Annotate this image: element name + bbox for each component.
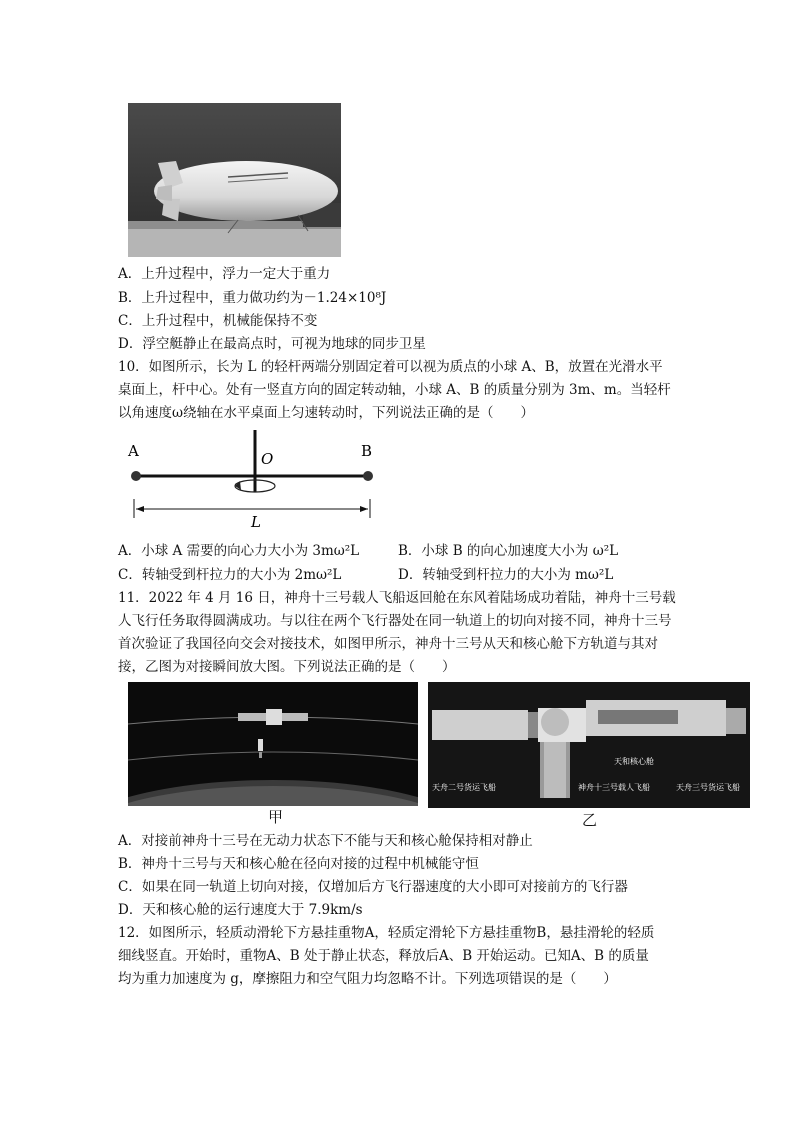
q10-option-b: B．小球 B 的向心加速度大小为 ω²L: [398, 543, 619, 559]
q11-option-b: B．神舟十三号与天和核心舱在径向对接的过程中机械能守恒: [118, 856, 479, 872]
q11-stem-line-1: 11．2022 年 4 月 16 日，神舟十三号载人飞船返回舱在东风着陆场成功着陆，神舟十三号载: [118, 590, 676, 606]
caption-yi: 乙: [582, 811, 598, 829]
q11-option-a: A．对接前神舟十三号在无动力状态下不能与天和核心舱保持相对静止: [118, 833, 533, 849]
ball-b: [363, 471, 373, 481]
label-o: O: [261, 450, 274, 468]
q12-stem-line-2: 细线竖直。开始时，重物A、B 处于静止状态，释放后A、B 开始运动。已知A、B 的质量: [118, 948, 649, 964]
ball-a: [131, 471, 141, 481]
q10-stem-line-1: 10．如图所示，长为 L 的轻杆两端分别固定着可以视为质点的小球 A、B，放置在光滑水平: [118, 359, 663, 375]
q11-option-c: C．如果在同一轨道上切向对接，仅增加后方飞行器速度的大小即可对接前方的飞行器: [118, 879, 628, 895]
q9-option-d: D．浮空艇静止在最高点时，可视为地球的同步卫星: [118, 336, 426, 352]
q11-stem-line-4: 接，乙图为对接瞬间放大图。下列说法正确的是（ ）: [118, 659, 456, 675]
label-tianhe: 天和核心舱: [614, 757, 654, 766]
q10-stem-line-2: 桌面上，杆中心。处有一竖直方向的固定转动轴，小球 A、B 的质量分别为 3m、m。当轻杆: [118, 382, 671, 398]
label-b: B: [361, 442, 373, 460]
q12-stem-line-1: 12．如图所示，轻质动滑轮下方悬挂重物A，轻质定滑轮下方悬挂重物B，悬挂滑轮的轻质: [118, 925, 655, 941]
q11-stem-line-3: 首次验证了我国径向交会对接技术，如图甲所示，神舟十三号从天和核心舱下方轨道与其对: [118, 636, 658, 652]
caption-jia: 甲: [268, 808, 284, 826]
q10-option-a: A．小球 A 需要的向心力大小为 3mω²L: [118, 543, 360, 559]
q9-option-c: C．上升过程中，机械能保持不变: [118, 313, 318, 329]
q9-option-a: A．上升过程中，浮力一定大于重力: [118, 266, 331, 282]
label-tianzhou3: 天舟三号货运飞船: [676, 783, 740, 792]
docking-closeup-photo: [428, 682, 750, 808]
label-tianzhou2: 天舟二号货运飞船: [432, 783, 496, 792]
q10-stem-line-3: 以角速度ω绕轴在水平桌面上匀速转动时，下列说法正确的是（ ）: [118, 405, 535, 421]
q9-option-b: B．上升过程中，重力做功约为－1.24×10⁸J: [118, 290, 387, 306]
label-l: L: [251, 513, 261, 531]
q11-option-d: D．天和核心舱的运行速度大于 7.9km/s: [118, 902, 363, 918]
label-a: A: [128, 442, 139, 460]
q10-option-c: C．转轴受到杆拉力的大小为 2mω²L: [118, 567, 342, 583]
q10-rod-diagram: [118, 424, 388, 534]
label-shenzhou13: 神舟十三号载人飞船: [578, 783, 650, 792]
docking-orbit-photo: [128, 682, 418, 806]
q10-option-d: D．转轴受到杆拉力的大小为 mω²L: [398, 567, 614, 583]
airship-photo: [128, 103, 341, 257]
q11-stem-line-2: 人飞行任务取得圆满成功。与以往在两个飞行器处在同一轨道上的切向对接不同，神舟十三号: [118, 613, 672, 629]
q12-stem-line-3: 均为重力加速度为 g，摩擦阻力和空气阻力均忽略不计。下列选项错误的是（ ）: [118, 971, 617, 987]
